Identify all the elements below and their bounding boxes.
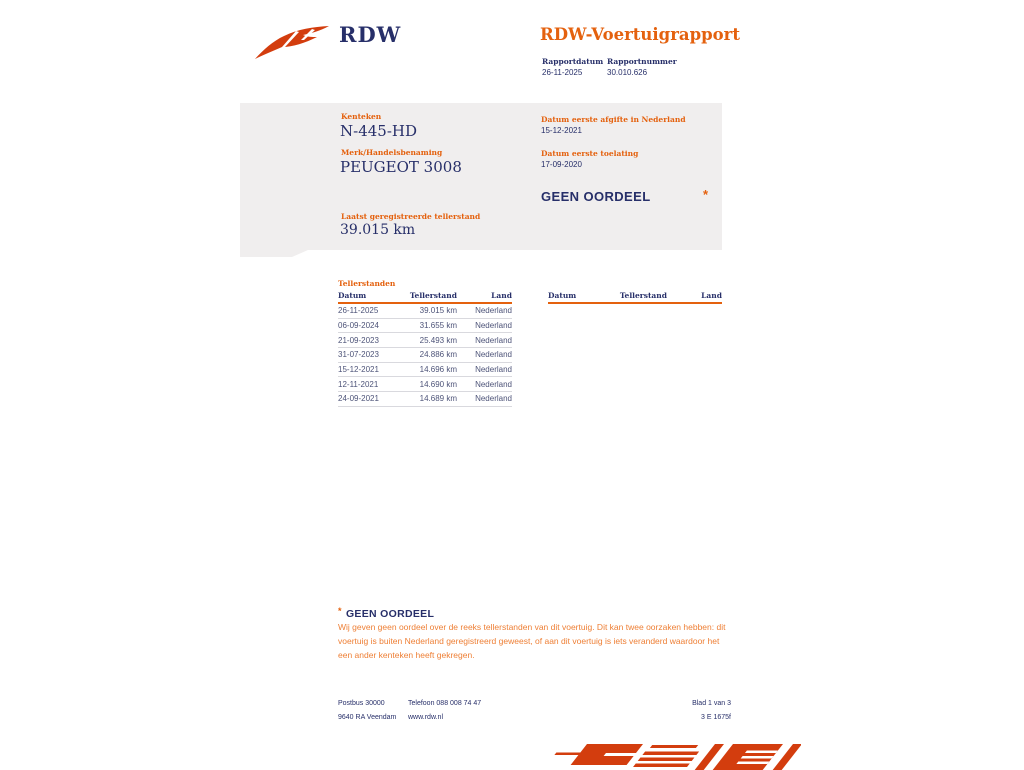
cell-land: Nederland [475,335,512,345]
merk-value: PEUGEOT 3008 [340,158,462,176]
cell-datum: 31-07-2023 [338,350,379,360]
footer-page-number: Blad 1 van 3 [692,700,731,707]
cell-datum: 24-09-2021 [338,394,379,404]
vehicle-summary-panel [240,103,722,257]
laatste-tellerstand-label: Laatst geregistreerde tellerstand [341,212,481,221]
cell-tellerstand: 25.493 km [419,335,457,345]
footer-postbus: Postbus 30000 [338,700,385,707]
col-header-tellerstand: Tellerstand [619,291,667,300]
rapportdatum-value: 26-11-2025 [542,68,583,77]
cell-tellerstand: 31.655 km [419,321,457,331]
col-header-land: Land [491,291,512,300]
table-row [338,333,512,348]
tellerstanden-section-title: Tellerstanden [338,279,396,288]
footer-telefoon: Telefoon 088 008 74 47 [408,700,482,707]
col-header-datum: Datum [548,291,577,300]
eerste-afgifte-label: Datum eerste afgifte in Nederland [541,115,686,124]
footnote-body: Wij geven geen oordeel over de reeks tellerstanden van dit voertuig. Dit kan twee oorzaken hebben: dit voertuig is buiten Nederland geregistreerd geweest, of aan dit voertuig is iets veranderd waardoor het een ander kenteken heeft gekregen. [338,622,726,660]
report-title: RDW-Voertuigrapport [540,25,740,44]
cell-datum: 06-09-2024 [338,321,379,331]
laatste-tellerstand-value: 39.015 km [340,222,416,238]
cell-tellerstand: 14.696 km [419,365,457,375]
footer-address [338,697,396,725]
cell-land: Nederland [475,321,512,331]
footer-page-info [601,697,731,725]
table-header-row [548,291,722,304]
footer-form-code: 3 E 1675f [701,714,731,721]
cell-tellerstand: 14.689 km [419,394,457,404]
rdw-flag-graphic-icon [541,744,801,770]
col-header-datum: Datum [338,291,367,300]
footer-contact [408,697,481,725]
rapportnummer-label: Rapportnummer [607,57,677,66]
table-row [338,319,512,334]
cell-datum: 26-11-2025 [338,306,379,316]
table-header-row [338,291,512,304]
cell-land: Nederland [475,365,512,375]
col-header-tellerstand: Tellerstand [409,291,457,300]
logo-text: RDW [339,22,402,47]
footnote-marker: * [338,606,342,616]
cell-datum: 15-12-2021 [338,365,379,375]
footnote-title: GEEN OORDEEL [345,608,435,620]
footer-website: www.rdw.nl [408,714,444,721]
table-row [338,392,512,407]
footer-plaats: 9640 RA Veendam [338,714,397,721]
tellerstanden-table-right [548,291,722,304]
tellerstanden-table-left [338,291,512,407]
table-row [338,377,512,392]
kenteken-label: Kenteken [341,112,382,121]
cell-land: Nederland [475,306,512,316]
cell-land: Nederland [475,394,512,404]
verdict-text: GEEN OORDEEL [541,189,651,204]
cell-datum: 21-09-2023 [338,335,379,345]
eerste-afgifte-value: 15-12-2021 [541,126,582,135]
cell-tellerstand: 14.690 km [419,379,457,389]
eerste-toelating-value: 17-09-2020 [541,160,582,169]
table-row [338,304,512,319]
rdw-falcon-logo-icon [252,24,332,62]
kenteken-value: N-445-HD [340,122,417,140]
table-row [338,348,512,363]
cell-tellerstand: 39.015 km [419,306,457,316]
rapportnummer-value: 30.010.626 [607,68,648,77]
col-header-land: Land [701,291,722,300]
cell-land: Nederland [475,350,512,360]
cell-datum: 12-11-2021 [338,379,379,389]
cell-tellerstand: 24.886 km [419,350,457,360]
verdict-footnote-marker: * [703,187,709,202]
eerste-toelating-label: Datum eerste toelating [541,149,639,158]
merk-label: Merk/Handelsbenaming [341,148,443,157]
table-row [338,363,512,378]
rapportdatum-label: Rapportdatum [542,57,604,66]
cell-land: Nederland [475,379,512,389]
